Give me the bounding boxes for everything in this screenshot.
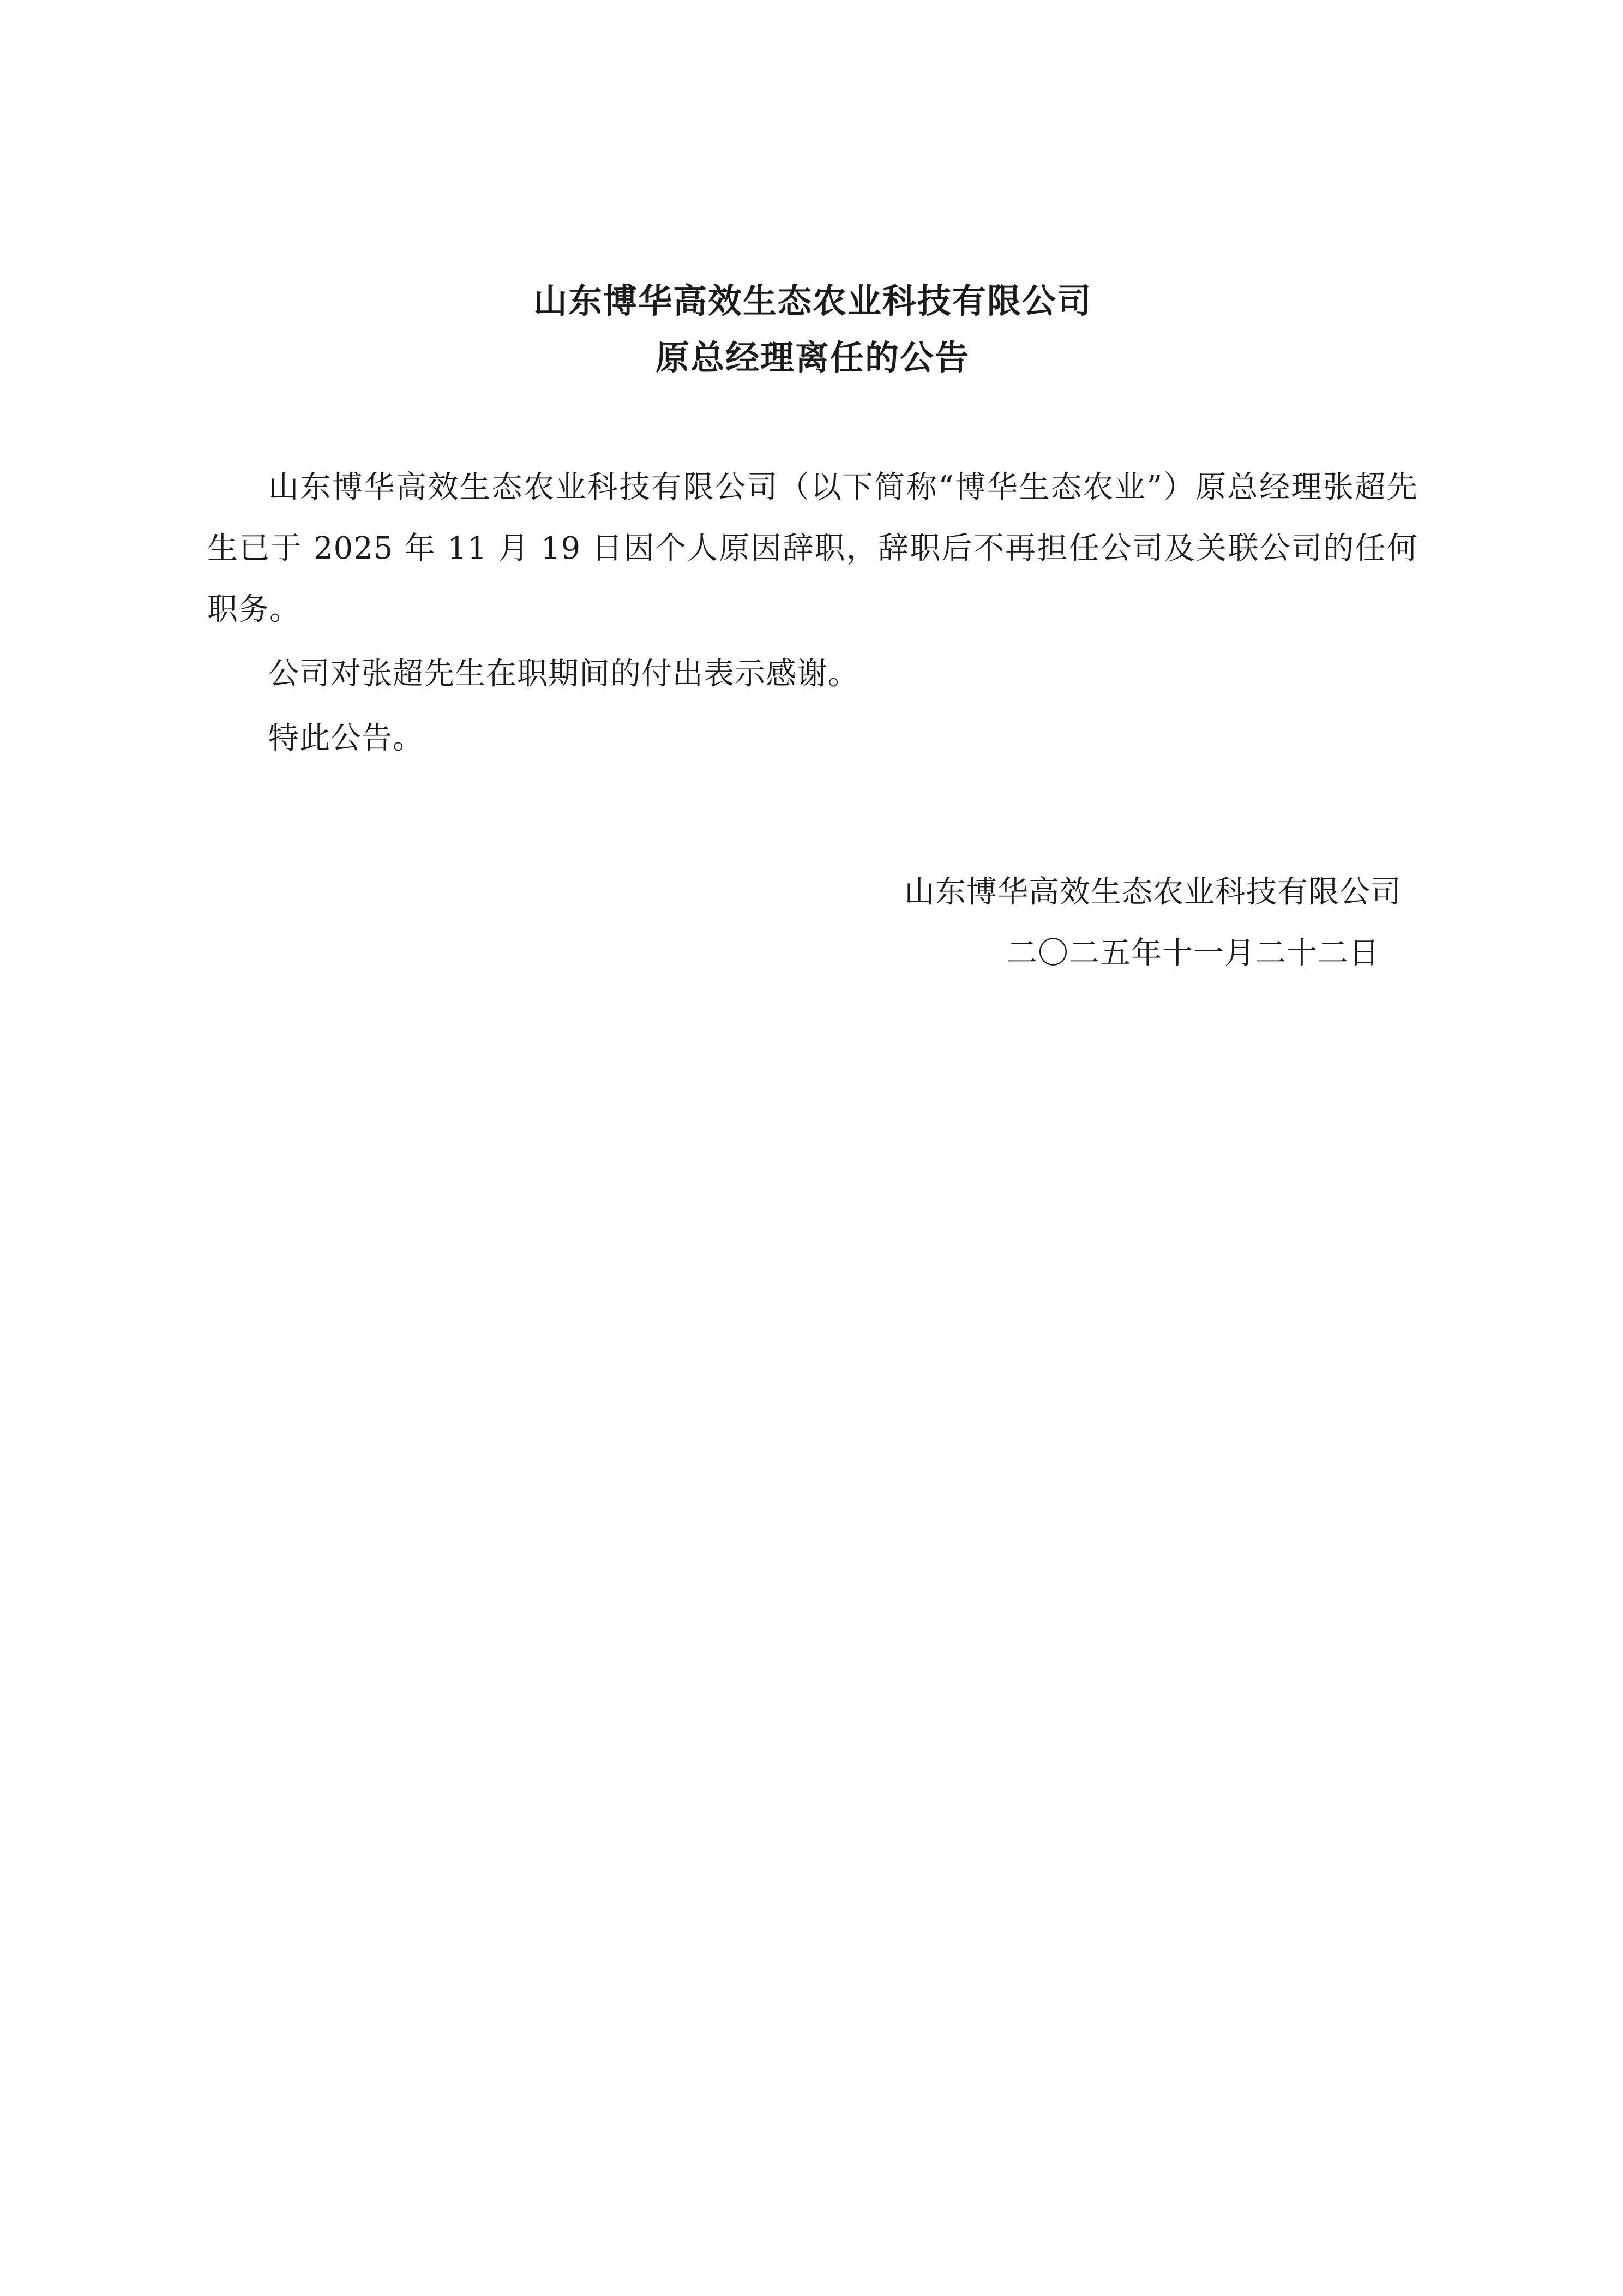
document-content bbox=[207, 273, 1418, 984]
title-line-2: 原总经理离任的公告 bbox=[655, 338, 970, 377]
document-body bbox=[207, 457, 1418, 769]
body-paragraph-1: 山东博华高效生态农业科技有限公司（以下简称“博华生态农业”）原总经理张超先生已于 2025 年 11 月 19 日因个人原因辞职，辞职后不再担任公司及关联公司的任何职务。 bbox=[207, 470, 1418, 627]
signature-company: 山东博华高效生态农业科技有限公司 bbox=[904, 874, 1402, 910]
document-signature bbox=[207, 862, 1418, 984]
title-line-1: 山东博华高效生态农业科技有限公司 bbox=[533, 281, 1092, 321]
body-paragraph-2: 公司对张超先生在职期间的付出表示感谢。 bbox=[268, 656, 859, 692]
body-paragraph-3: 特此公告。 bbox=[268, 721, 424, 756]
document-title bbox=[207, 273, 1418, 386]
signature-date: 二〇二五年十一月二十二日 bbox=[1007, 936, 1380, 971]
